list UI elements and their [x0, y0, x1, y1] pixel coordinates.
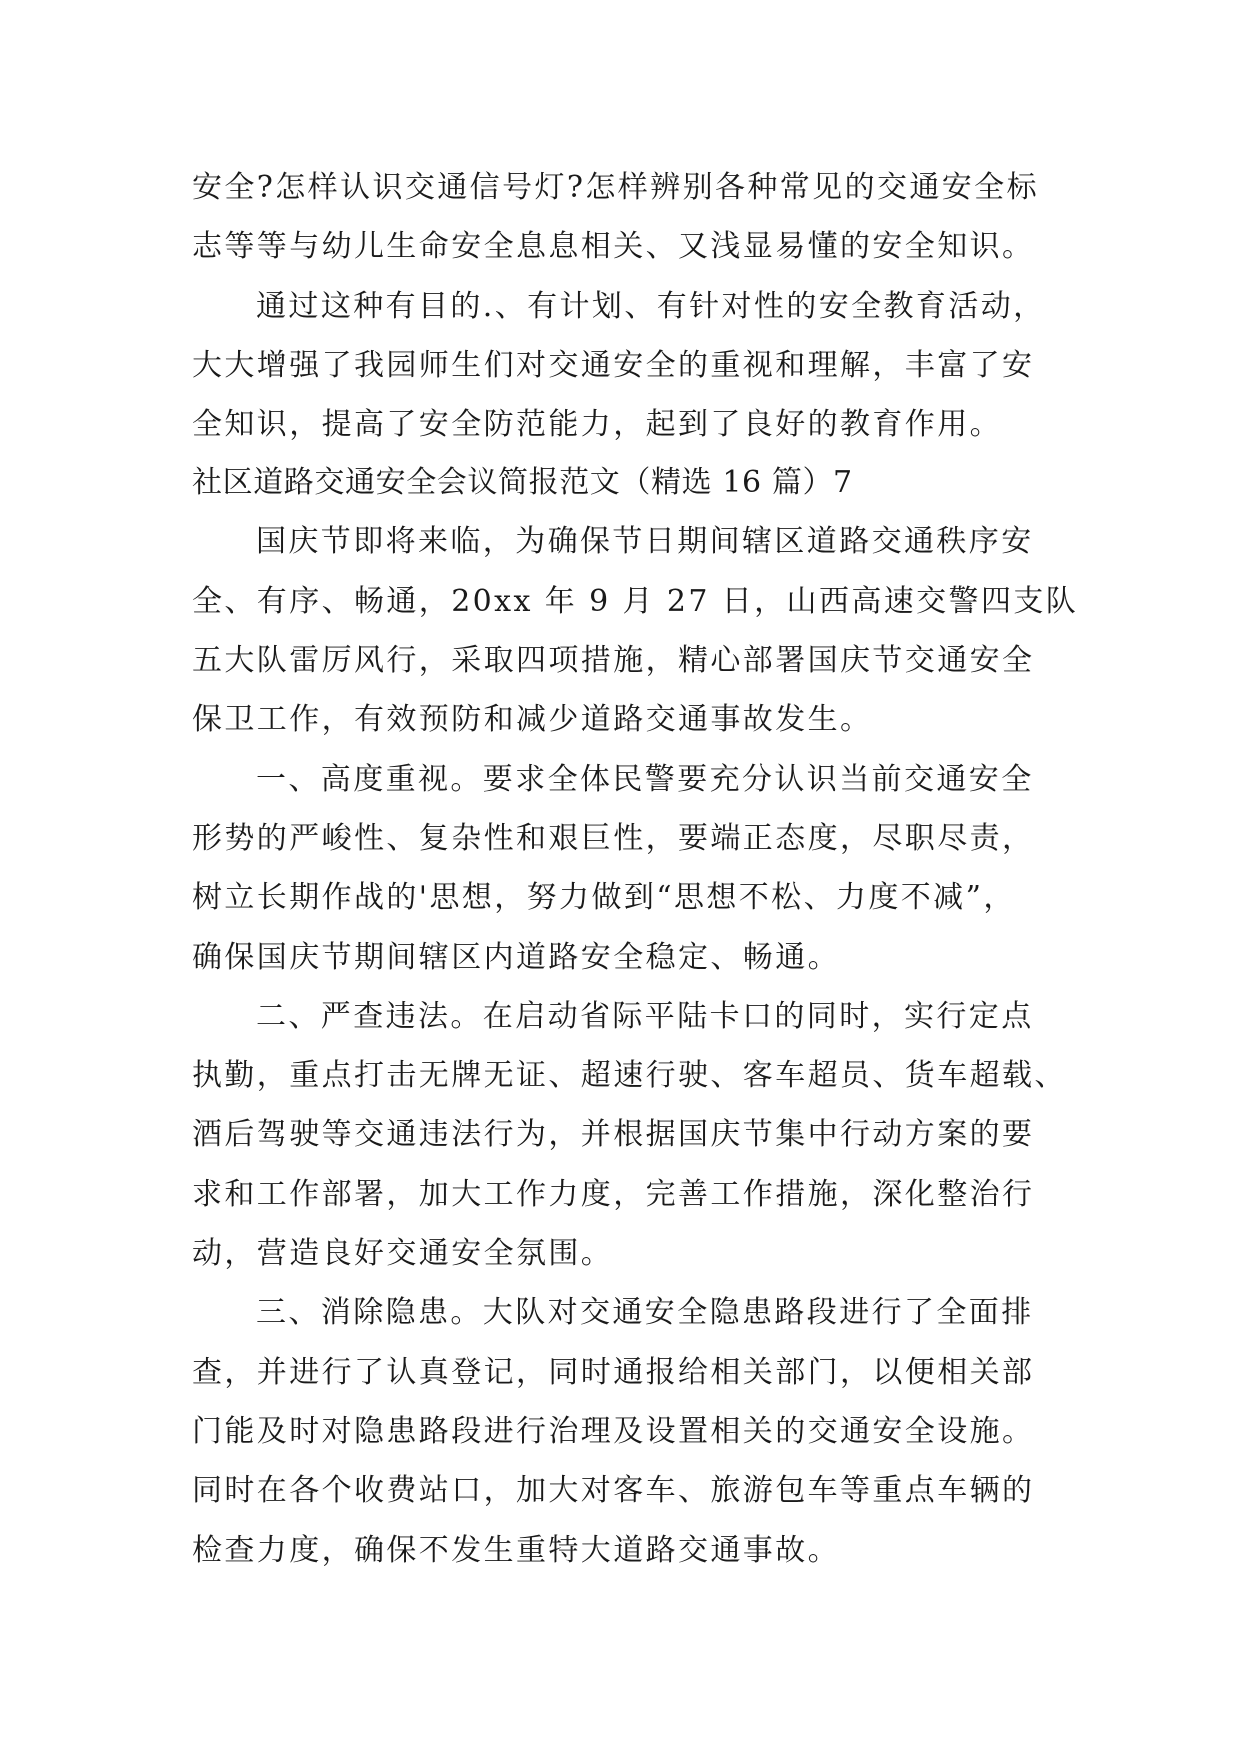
body-line: 安全?怎样认识交通信号灯?怎样辨别各种常见的交通安全标	[192, 170, 1039, 205]
body-line: 动，营造良好交通安全氛围。	[192, 1236, 614, 1272]
paragraph-start-line: 二、严查违法。在启动省际平陆卡口的同时，实行定点	[256, 998, 1034, 1034]
body-line: 酒后驾驶等交通违法行为，并根据国庆节集中行动方案的要	[192, 1117, 1035, 1153]
paragraph-start-line: 一、高度重视。要求全体民警要充分认识当前交通安全	[256, 761, 1034, 797]
section-heading: 社区道路交通安全会议简报范文（精选 16 篇）7	[192, 465, 853, 501]
body-line: 志等等与幼儿生命安全息息相关、又浅显易懂的安全知识。	[192, 229, 1035, 265]
body-line: 形势的严峻性、复杂性和艰巨性，要端正态度，尽职尽责，	[192, 820, 1035, 856]
body-line: 树立长期作战的'思想，努力做到“思想不松、力度不减”，	[192, 880, 1016, 916]
paragraph-start-line: 三、消除隐患。大队对交通安全隐患路段进行了全面排	[256, 1295, 1034, 1331]
paragraph-start-line: 通过这种有目的.、有计划、有针对性的安全教育活动，	[256, 288, 1046, 324]
paragraph-start-line: 国庆节即将来临，为确保节日期间辖区道路交通秩序安	[256, 524, 1034, 560]
body-line: 检查力度，确保不发生重特大道路交通事故。	[192, 1532, 840, 1568]
body-line: 门能及时对隐患路段进行治理及设置相关的交通安全设施。	[192, 1413, 1035, 1449]
body-line: 五大队雷厉风行，采取四项措施，精心部署国庆节交通安全	[192, 643, 1035, 679]
body-line: 全知识，提高了安全防范能力，起到了良好的教育作用。	[192, 407, 1002, 443]
document-body	[192, 158, 1079, 1580]
body-line: 执勤，重点打击无牌无证、超速行驶、客车超员、货车超载、	[192, 1058, 1067, 1094]
body-line: 确保国庆节期间辖区内道路安全稳定、畅通。	[192, 939, 840, 975]
body-line: 查，并进行了认真登记，同时通报给相关部门，以便相关部	[192, 1354, 1035, 1390]
body-line: 大大增强了我园师生们对交通安全的重视和理解，丰富了安	[192, 347, 1035, 383]
body-line: 同时在各个收费站口，加大对客车、旅游包车等重点车辆的	[192, 1473, 1035, 1509]
body-line: 全、有序、畅通，20xx 年 9 月 27 日，山西高速交警四支队	[192, 583, 1079, 619]
body-line: 保卫工作，有效预防和减少道路交通事故发生。	[192, 702, 873, 738]
body-line: 求和工作部署，加大工作力度，完善工作措施，深化整治行	[192, 1176, 1035, 1212]
